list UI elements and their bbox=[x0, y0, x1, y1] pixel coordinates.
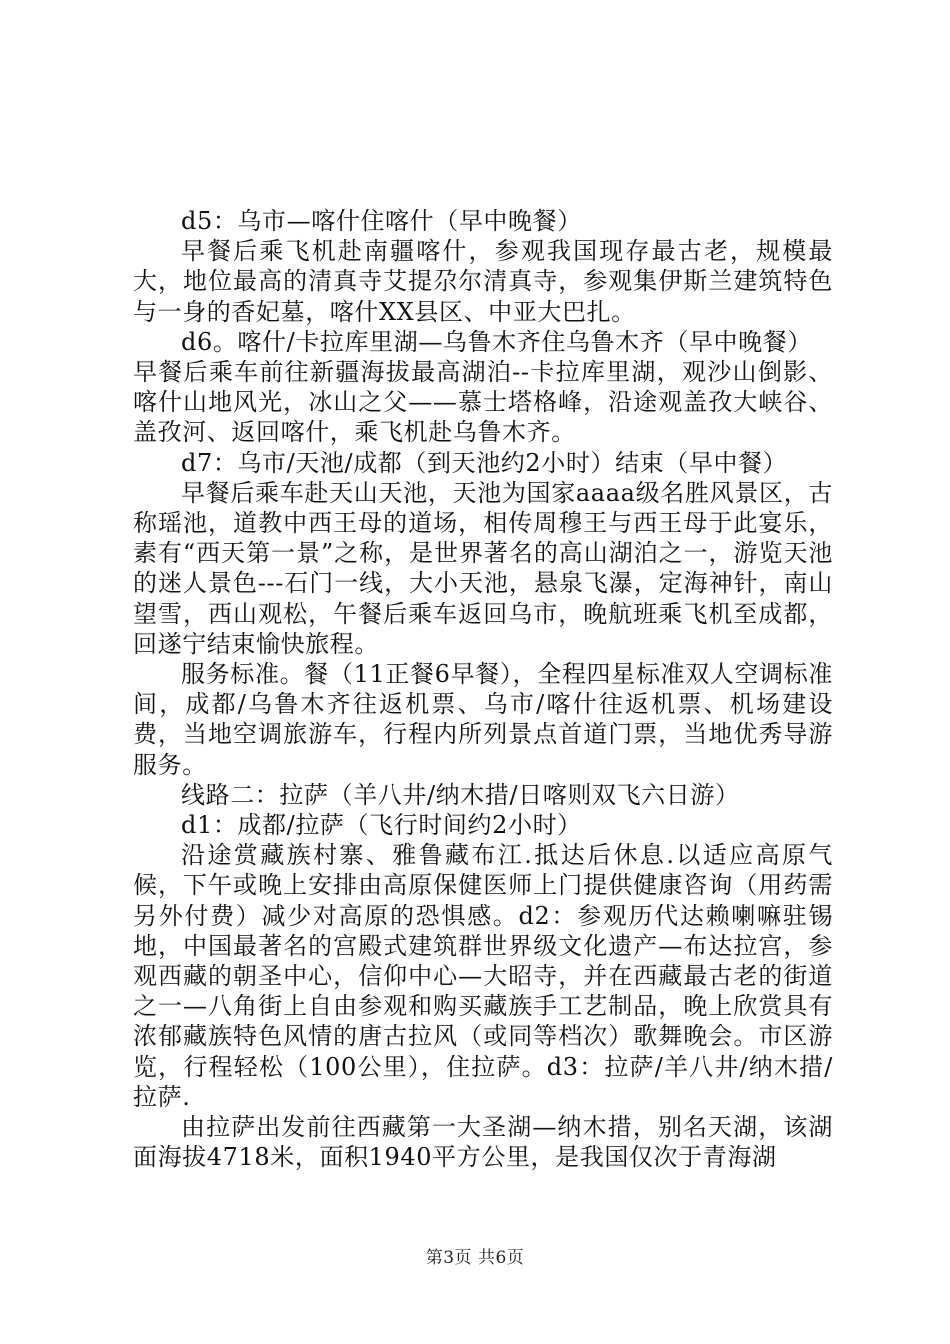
paragraph-namtso-detail: 由拉萨出发前往西藏第一大圣湖—纳木措，别名天湖，该湖面海拔4718米，面积1940平方公里，是我国仅次于青海湖 bbox=[133, 1113, 833, 1172]
paragraph-day6-detail: 早餐后乘车前往新疆海拔最高湖泊--卡拉库里湖，观沙山倒影、喀什山地风光，冰山之父——慕士塔格峰，沿途观盖孜大峡谷、盖孜河、返回喀什，乘飞机赴乌鲁木齐。 bbox=[133, 358, 833, 447]
paragraph-service-standard: 服务标准。餐（11正餐6早餐），全程四星标准双人空调标准间，成都/乌鲁木齐往返机票、乌市/喀什往返机票、机场建设费，当地空调旅游车，行程内所列景点首道门票，当地优秀导游服务。 bbox=[133, 660, 833, 779]
paragraph-day5-heading: d5：乌市—喀什住喀什（早中晚餐） bbox=[181, 207, 582, 235]
paragraph-route-two-day1-heading: d1：成都/拉萨（飞行时间约2小时） bbox=[181, 811, 582, 840]
paragraph-route-two-title: 线路二：拉萨（羊八井/纳木措/日喀则双飞六日游） bbox=[181, 780, 740, 809]
paragraph-day7-heading: d7：乌市/天池/成都（到天池约2小时）结束（早中餐） bbox=[181, 448, 788, 477]
document-body bbox=[133, 206, 833, 1173]
paragraph-day5-detail: 早餐后乘飞机赴南疆喀什，参观我国现存最古老，规模最大，地位最高的清真寺艾提尕尔清真寺，参观集伊斯兰建筑特色与一身的香妃墓，喀什XX县区、中亚大巴扎。 bbox=[133, 237, 833, 326]
paragraph-day7-detail: 早餐后乘车赴天山天池，天池为国家aaaa级名胜风景区，古称瑶池，道教中西王母的道场，相传周穆王与西王母于此宴乐，素有“西天第一景”之称，是世界著名的高山湖泊之一，游览天池的迷人景色---石门一线，大小天池，悬泉飞瀑，定海神针，南山望雪，西山观松，午餐后乘车返回乌市，晚航班乘飞机至成都，回遂宁结束愉快旅程。 bbox=[133, 478, 833, 658]
paragraph-route-two-day1-3-detail: 沿途赏藏族村寨、雅鲁藏布江.抵达后休息.以适应高原气候，下午或晚上安排由高原保健医师上门提供健康咨询（用药需另外付费）减少对高原的恐惧感。d2：参观历代达赖喇嘛驻锡地，中国最著名的宫殿式建筑群世界级文化遗产—布达拉宫，参观西藏的朝圣中心，信仰中心—大昭寺，并在西藏最古老的街道之一—八角街上自由参观和购买藏族手工艺制品，晚上欣赏具有浓郁藏族特色风情的唐古拉风（或同等档次）歌舞晚会。市区游览，行程轻松（100公里），住拉萨。d3：拉萨/羊八井/纳木措/拉萨. bbox=[133, 841, 833, 1111]
page-number-footer: 第3页 共6页 bbox=[425, 1248, 525, 1268]
paragraph-day6-heading: d6。喀什/卡拉库里湖—乌鲁木齐住乌鲁木齐（早中晚餐） bbox=[181, 327, 812, 356]
